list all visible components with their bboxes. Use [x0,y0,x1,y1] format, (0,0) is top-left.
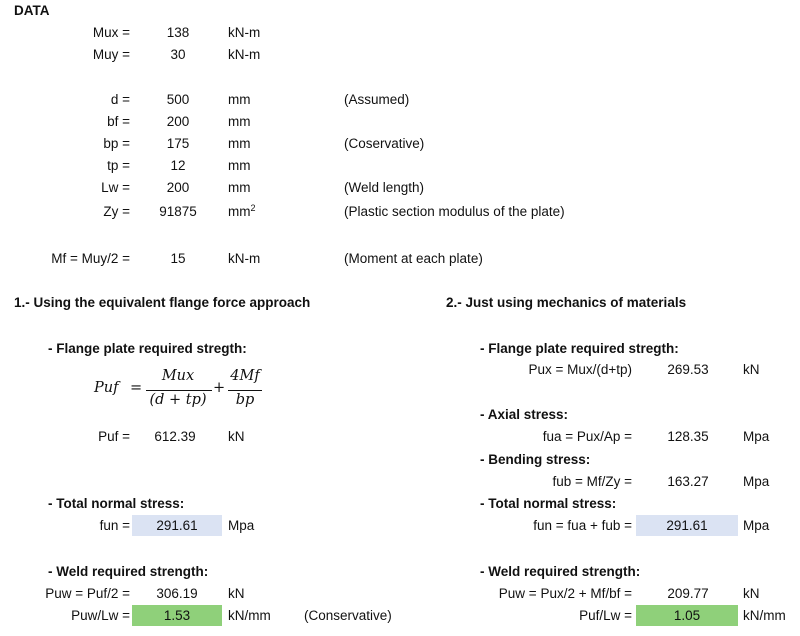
input-label-bp: bp = [103,136,130,151]
method1-title: 1.- Using the equivalent flange force approach [14,295,311,310]
fun2-label: fun = fua + fub = [533,518,632,533]
eq-frac-line-1 [146,390,212,391]
eq-den2: bp [235,392,255,408]
method2-heading-axial: - Axial stress: [480,407,569,422]
fua-unit: Mpa [743,429,770,444]
fua-label: fua = Pux/Ap = [542,429,632,444]
method1-heading-weld: - Weld required strength: [48,564,209,579]
input-note-d: (Assumed) [344,92,410,107]
input-unit-zy: $mm^2$ [228,203,256,219]
eq-frac-line-2 [228,390,262,391]
input-unit-mux: kN-m [228,25,261,40]
input-note-mf: (Moment at each plate) [344,251,483,266]
fun1-value-cell: 291.61 [132,515,222,536]
input-value-bp: 175 [166,136,190,151]
input-note-lw: (Weld length) [344,180,425,195]
fua-value: 128.35 [667,429,709,444]
input-label-d: d = [110,92,130,107]
puf-lw-unit: kN/mm [743,608,786,623]
input-unit-d: mm [228,92,251,107]
eq-plus: + [213,380,226,396]
input-unit-lw: mm [228,180,251,195]
input-note-zy: (Plastic section modulus of the plate) [344,204,565,219]
puw-lw-value-cell: 1.53 [132,605,222,626]
pux-unit: kN [743,362,760,377]
input-unit-bf: mm [228,114,251,129]
puf-value: 612.39 [154,429,196,444]
input-label-mf: Mf = Muy/2 = [51,251,130,266]
fun2-value-cell: 291.61 [636,515,738,536]
input-value-d: 500 [166,92,190,107]
puf-label: Puf = [98,429,130,444]
input-label-muy: Muy = [92,47,130,62]
input-value-muy: 30 [170,47,186,62]
method1-heading-normal: - Total normal stress: [48,496,185,511]
method2-heading-flange: - Flange plate required stregth: [480,341,679,356]
input-unit-muy: kN-m [228,47,261,62]
eq-den1: (d + tp) [149,392,207,408]
puf-lw-value-cell: 1.05 [636,605,738,626]
eq-lhs: Puf [94,380,119,396]
input-unit-tp: mm [228,158,251,173]
eq-equals: = [130,380,143,396]
puw-lw-note: (Conservative) [304,608,392,623]
puw-lw-unit: kN/mm [228,608,271,623]
eq-num2: 4Mf [230,368,260,384]
pux-label: Pux = Μux/(d+tp) [528,362,632,377]
fun1-unit: Mpa [228,518,255,533]
puw-lw-label: Puw/Lw = [71,608,130,623]
input-value-mf: 15 [170,251,186,266]
puw1-unit: kN [228,586,245,601]
fun2-unit: Mpa [743,518,770,533]
input-value-tp: 12 [170,158,186,173]
puw2-unit: kN [743,586,760,601]
puw1-label: Puw = Puf/2 = [45,586,130,601]
puw2-label: Puw = Pux/2 + Mf/bf = [498,586,632,601]
method2-heading-normal: - Total normal stress: [480,496,617,511]
method1-heading-flange: - Flange plate required stregth: [48,341,247,356]
input-value-bf: 200 [166,114,190,129]
input-unit-bp: mm [228,136,251,151]
puf-lw-label: Puf/Lw = [579,608,632,623]
method2-heading-weld: - Weld required strength: [480,564,641,579]
input-value-lw: 200 [166,180,190,195]
section-title-data: DATA [14,3,50,18]
input-label-bf: bf = [107,114,130,129]
puf-unit: kN [228,429,245,444]
method2-heading-bending: - Bending stress: [480,452,591,467]
input-label-zy: Zy = [103,204,130,219]
input-label-lw: Lw = [101,180,130,195]
pux-value: 269.53 [667,362,709,377]
input-label-tp: tp = [107,158,130,173]
input-label-mux: Mux = [92,25,130,40]
fub-label: fub = Mf/Zy = [552,474,632,489]
input-unit-mf: kN-m [228,251,261,266]
fun1-label: fun = [99,518,130,533]
method2-title: 2.- Just using mechanics of materials [446,295,687,310]
puw1-value: 306.19 [156,586,198,601]
eq-num1: Mux [161,368,195,384]
input-value-zy: 91875 [159,204,197,219]
puw2-value: 209.77 [667,586,709,601]
fub-value: 163.27 [667,474,709,489]
input-value-mux: 138 [166,25,190,40]
input-note-bp: (Coservative) [344,136,425,151]
fub-unit: Mpa [743,474,770,489]
